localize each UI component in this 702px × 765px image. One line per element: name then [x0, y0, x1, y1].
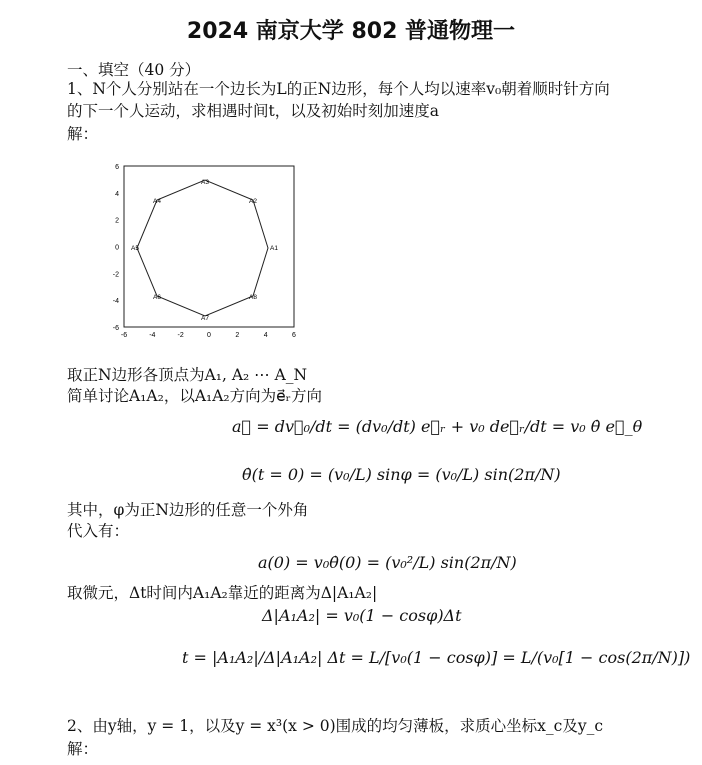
y-tick-label: -6: [112, 325, 119, 332]
x-tick-label: 0: [207, 332, 211, 339]
x-tick-label: -6: [120, 332, 128, 339]
line-discuss: 简单讨论A₁A₂，以A₁A₂方向为e⃗ᵣ方向: [67, 387, 323, 405]
problem2-solution-label: 解：: [67, 740, 99, 758]
line-phi: 其中，φ为正N边形的任意一个外角: [67, 501, 309, 519]
plot-frame: [124, 166, 294, 327]
section-heading: 一、填空（40 分）: [67, 61, 201, 79]
y-tick-label: 2: [115, 217, 119, 225]
page-title: 2024 南京大学 802 普通物理一: [186, 19, 516, 44]
problem2-statement: 2、由y轴，y = 1，以及y = x³(x > 0)围成的均匀薄板，求质心坐标x_c及y_c: [67, 717, 604, 735]
line-substitute: 代入有：: [67, 522, 130, 540]
y-tick-label: 6: [115, 164, 119, 171]
vertex-label: A6: [153, 294, 161, 301]
y-tick-label: -4: [112, 298, 119, 306]
vertex-label: A4: [153, 198, 161, 205]
vertex-labels: [131, 179, 278, 322]
x-tick-label: 4: [263, 332, 268, 339]
y-tick-label: -2: [112, 271, 119, 279]
vertex-label: A5: [131, 245, 139, 252]
vertex-label: A3: [201, 179, 209, 186]
vertex-label: A2: [249, 198, 257, 205]
x-tick-label: 2: [235, 332, 240, 339]
x-tick-label: -4: [149, 332, 156, 339]
y-tick-label: 0: [115, 244, 119, 252]
vertex-label: A7: [201, 315, 209, 322]
vertex-label: A8: [249, 294, 257, 301]
line-vertices: 取正N边形各顶点为A₁, A₂ ⋯ A_N: [67, 366, 308, 384]
x-tick-labels: [121, 332, 296, 339]
line-micro: 取微元，Δt时间内A₁A₂靠近的距离为Δ|A₁A₂|: [67, 584, 378, 602]
equation-theta-dot: θ̇(t = 0) = (v₀/L) sinφ = (v₀/L) sin(2π/N): [242, 465, 561, 484]
equation-delta: Δ|A₁A₂| = v₀(1 − cosφ)Δt: [262, 606, 462, 625]
equation-time: t = |A₁A₂|/Δ|A₁A₂| Δt = L/[v₀(1 − cosφ)] = L/(v₀[1 − cos(2π/N)]): [182, 648, 691, 667]
x-tick-label: -2: [177, 332, 184, 339]
x-tick-label: 6: [292, 332, 296, 339]
y-tick-label: 4: [115, 190, 119, 198]
vertex-label: A1: [270, 245, 278, 252]
problem1-statement-line1: 1、N个人分别站在一个边长为L的正N边形，每个人均以速率v₀朝着顺时针方向: [67, 80, 610, 98]
equation-acceleration: a⃗ = dv⃗₀/dt = (dv₀/dt) e⃗ᵣ + v₀ de⃗ᵣ/dt = v₀ θ̇ e⃗_θ: [232, 417, 643, 436]
equation-a0: a(0) = v₀θ̇(0) = (v₀²/L) sin(2π/N): [258, 553, 517, 572]
problem1-statement-line2: 的下一个人运动，求相遇时间t，以及初始时刻加速度a: [67, 102, 439, 120]
problem1-solution-label: 解：: [67, 125, 99, 143]
octagon-figure: [108, 160, 308, 340]
y-tick-labels: [113, 164, 119, 332]
